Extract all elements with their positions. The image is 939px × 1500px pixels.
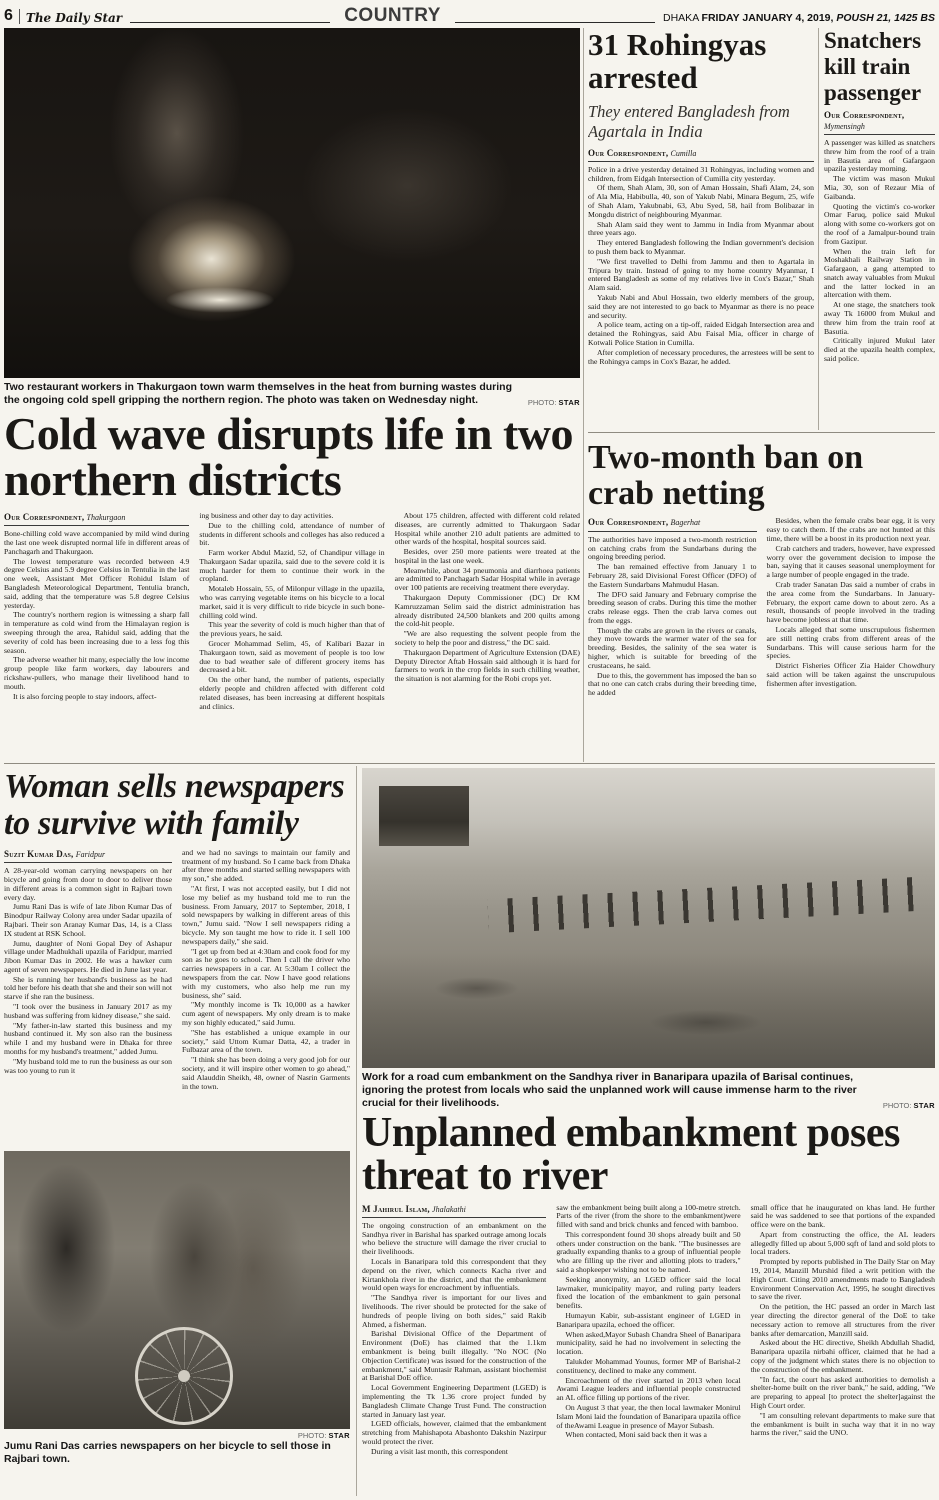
photo-credit-label: PHOTO:: [527, 398, 557, 407]
crab-headline: Two-month ban on crab netting: [588, 440, 864, 512]
paragraph: When asked,Mayor Subash Chandra Sheel of Banaripara municipality, said he had no involvement in selecting the location.: [556, 1329, 741, 1357]
paragraph: Bone-chilling cold wave accompanied by mild wind during the last one week disrupted normal life in different areas of Panchagarh and Thakurgaon.: [4, 529, 190, 556]
paragraph: About 175 children, affected with different cold related diseases, are currently admitted to Thakurgaon Sadar Hospital while another 210 adult patients are admitted to other wards of the hospital, hospital sources said.: [394, 511, 580, 547]
paragraph: On the other hand, the number of patients, especially elderly people and children affected with different cold related diseases, has been increasing at different hospitals and clinics.: [199, 675, 385, 711]
byline-correspondent: Suzit Kumar Das,: [4, 848, 74, 859]
paragraph: At one stage, the snatchers took away Tk 16000 from Mukul and threw him from the train roof at Basutia.: [824, 300, 935, 336]
paragraph: "We are also requesting the solvent people from the society to help the poor and distress," the DC said.: [394, 629, 580, 648]
article-column: [182, 849, 350, 1147]
byline-correspondent: Our Correspondent,: [588, 147, 669, 158]
cold-wave-byline: [4, 512, 189, 526]
byline-location: Bagerhat: [670, 518, 701, 528]
paragraph: A passenger was killed as snatchers threw him from the roof of a train in Basutia area of Gafargaon upazila yesterday morning.: [824, 137, 935, 174]
masthead-rule-right: [455, 22, 655, 23]
paragraph: "We first travelled to Delhi from Jammu and then to Agartala in Tripura by train. Instead of going to my home country Myanmar, I entered Bangladesh as some of my relatives live in Cox's Bazar," Shah Alam said.: [588, 256, 814, 293]
rohingya-byline: [588, 148, 814, 162]
paragraph: "She has established a unique example in our society," said Uttom Kumar Datta, 42, a trader in Fulbazar area of the town.: [182, 1027, 350, 1055]
rohingya-headline: 31 Rohingyas arrested: [588, 28, 767, 96]
photo-credit: [4, 1431, 350, 1440]
paragraph: Besides, over 250 more patients were treated at the hospital in the last one week.: [394, 547, 580, 565]
paragraph: Humayun Kabir, sub-assistant engineer of LGED in Banaripara upazila, echoed the officer.: [556, 1311, 741, 1329]
embankment-caption-row: [362, 1071, 935, 1110]
paragraph: Police in a drive yesterday detained 31 Rohingyas, including women and children, from Eidgah Intersection of Cumilla city yesterday.: [588, 164, 814, 183]
vertical-rule: [818, 28, 819, 430]
snatchers-headline: Snatchers kill train passenger: [824, 28, 922, 105]
brand-logo: The Daily Star: [25, 11, 123, 25]
bicycle-wheel-hub: [178, 1370, 190, 1382]
cold-wave-caption: Two restaurant workers in Thakurgaon town warm themselves in the heat from burning wastes during the ongoing cold spell gripping the northern region. The photo was taken on Wednesday night.: [4, 381, 512, 406]
paragraph: and we had no savings to maintain our family and treatment of my husband. So I came back from Dhaka after three months and started selling newspapers with my son," she added.: [182, 848, 350, 884]
article-rohingya: [588, 28, 814, 428]
photo-credit: [883, 1101, 935, 1110]
paragraph: "My father-in-law started this business and my husband continued it. My son also ran the business while I and my husband were in Dhaka for three months for my husband's treatment," added Jumu.: [4, 1020, 172, 1057]
paragraph: A police team, acting on a tip-off, raided Eidgah Intersection area and detained the Rohingyas, said Abu Faisal Mia, officer in charge of Kotwali Police Station in Cumilla.: [588, 320, 814, 348]
dateline-bangla: POUSH 21, 1425 BS: [836, 12, 936, 24]
snatchers-byline: [824, 110, 935, 135]
paragraph: Meanwhile, about 34 pneumonia and diarrhoea patients are admitted to Panchagarh Sadar Hospital while in average over 100 patients are receiving treatment there everyday.: [394, 565, 580, 593]
crab-body: [588, 517, 935, 759]
photo-credit-label: PHOTO:: [297, 1430, 327, 1440]
paragraph: Jumu, daughter of Noni Gopal Dey of Ashapur village under Madhukhali upazila of Faridpur, married Jibon Kumar Das in 2002. He was a hawker cum agent of seven newspapers. He died in June last year.: [4, 938, 172, 974]
embankment-photo: [362, 768, 935, 1068]
paragraph: When contacted, Moni said back then it was a: [565, 1430, 707, 1440]
paragraph: District Fisheries Officer Zia Haider Chowdhury said action will be taken against the unscrupulous fishermen after investigation.: [766, 661, 935, 688]
paragraph: Though the crabs are grown in the rivers or canals, they move towards the warmer water of the sea for breeding. Besides, the salinity of the sea water is higher, which is suitable for breeding of the crustaceans, he said.: [588, 625, 757, 670]
paragraph: The adverse weather hit many, especially the low income group people like farm workers, day labourers and rickshaw-pullers, who manage their livelihood hand to mouth.: [4, 655, 190, 691]
embankment-caption: Work for a road cum embankment on the Sandhya river in Banaripara upazila of Barisal continues, ignoring the protest from locals who said the unplanned work will cause immense harm to the river crucial for their livelihoods.: [362, 1071, 857, 1109]
snatchers-body: [824, 139, 935, 364]
paragraph: On August 3 that year, the then local lawmaker Monirul Islam Moni laid the foundation of Banaripara upazila office of theAwami League in presence of Mayor Subash.: [556, 1403, 741, 1430]
photo-hut: [379, 786, 469, 846]
embankment-body: [362, 1204, 935, 1497]
paragraph: Besides, when the female crabs bear egg, it is very easy to catch them. If the crabs are not hunted at this time, there will be a boost in its production next year.: [766, 517, 935, 543]
paragraph: It is also forcing people to stay indoors, affect-: [13, 691, 157, 701]
paragraph: Crab trader Sanatan Das said a number of crabs in the area come from the Sundarbans. In January-February, the export came down to about zero. As a result, thousands of people involved in the trading have become jobless at that time.: [766, 579, 935, 625]
paragraph: The ongoing construction of an embankment on the Sandhya river in Barishal has sparked outrage among locals who believe the structure will damage the river crucial to their livelihoods.: [362, 1220, 547, 1257]
paragraph: ing business and other day to day activities.: [199, 511, 334, 520]
paragraph: "In fact, the court has asked authorities to demolish a shelter-home built on the river bank," he said, adding, "We are preparing to appeal [to protect the shelter]against the High Court order.: [750, 1374, 935, 1411]
photo-riverbank: [362, 954, 935, 1068]
article-snatchers: [824, 28, 935, 428]
masthead-left: [4, 8, 122, 26]
byline-correspondent: Our Correspondent,: [588, 517, 669, 528]
article-column: [767, 517, 936, 759]
paragraph: "The Sandhya river is important for our lives and livelihoods. The river should be protected for the sake of hundreds of people living on both sides," said Rakib Ahmed, a fisherman.: [362, 1293, 547, 1329]
article-column: [751, 1204, 935, 1497]
paragraph: Farm worker Abdul Mazid, 52, of Chandipur village in Thakurgaon Sadar upazila, said due to the severe cold it is much harder for them to continue their work in the cropland.: [199, 548, 385, 584]
photo-credit-label: PHOTO:: [882, 1101, 912, 1110]
vertical-rule: [356, 766, 357, 1496]
cold-wave-photo: [4, 28, 580, 378]
paragraph: Locals alleged that some unscrupulous fishermen are still netting crabs from different areas of the Sundarbans. This will cause serious harm for the species.: [766, 624, 935, 661]
column-text: [4, 867, 172, 1075]
photo-credit-value: STAR: [558, 398, 580, 407]
paragraph: "I am consulting relevant departments to make sure that the embankment is built in sucha way that it in no way harms the river," said the UNO.: [750, 1410, 935, 1438]
byline-correspondent: Our Correspondent,: [4, 511, 85, 522]
byline-correspondent: M Jahirul Islam,: [362, 1203, 430, 1214]
cold-wave-headline: Cold wave disrupts life in two northern districts: [4, 408, 573, 506]
paragraph: small office that he inaugurated on khas land. He further said he was saddened to see that portions of the expanded office were on the bank.: [750, 1203, 935, 1230]
paragraph: "At first, I was not accepted easily, but I did not lose my belief as my husband told me to run the business. From January, 2017 to September, 2018, I sold newspapers by walking in different areas of this town," Jumu said. "Now I sell newspapers riding a bicycle. My son taught me how to ride it. I sell 100 newspapers daily," she said.: [182, 883, 350, 946]
article-crab: [588, 440, 935, 790]
paragraph: Asked about the HC directive, Sheikh Abdullah Shadid, Banaripara upazila nirbahi officer, claimed that he had a copy of the judgment which states there is no objection to the construction of the embankment.: [750, 1338, 935, 1374]
paragraph: Critically injured Mukul later died at the upazila health complex, said police.: [824, 336, 935, 364]
paragraph: Talukder Mohammad Younus, former MP of Barishal-2 constituency, declined to make any comment.: [556, 1357, 741, 1375]
paragraph: "My monthly income is Tk 10,000 as a hawker cum agent of newspapers. My only dream is to make my son highly educated," said Jumu.: [182, 1000, 350, 1027]
paragraph: "I took over the business in January 2017 as my husband was suffering from kidney disease," she said.: [4, 1002, 172, 1020]
article-newspaper-woman: [4, 768, 350, 1496]
paragraph: Of them, Shah Alam, 30, son of Aman Hossain, Shafi Alam, 24, son of Ala Mia, Habibulla, 40, son of Yakub Nabi, Minara Begum, 25, wife of Shah Alam, Yakubnabi, 63, Abu Syed, 58, hail from Bolibazar in Mongdu district of neighbouring Myanmar.: [588, 183, 814, 219]
crab-byline: [588, 517, 757, 531]
masthead: [4, 0, 935, 26]
vertical-rule: [583, 28, 584, 762]
article-embankment: [362, 768, 935, 1496]
newspaper-woman-photo: [4, 1151, 350, 1429]
article-column: [4, 849, 172, 1147]
embankment-byline: [362, 1204, 546, 1218]
divider-rule: [4, 763, 935, 764]
photo-credit: [528, 398, 580, 407]
page-number: 6: [4, 7, 13, 24]
paragraph: Shah Alam said they went to Jammu in India from Myanmar about three years ago.: [588, 219, 814, 238]
paragraph: The ban remained effective from January 1 to February 28, said Divisional Forest Officer (DFO) of the Eastern Sundarbans Mahmudul Hasan.: [588, 562, 757, 589]
column-text: [4, 530, 189, 701]
dateline-city: DHAKA: [663, 12, 699, 24]
dateline-date: FRIDAY JANUARY 4, 2019,: [701, 12, 834, 24]
photo-credit-value: STAR: [328, 1430, 350, 1440]
masthead-divider: [19, 9, 20, 24]
paragraph: The DFO said January and February comprise the breeding season of crabs. During this time the mother crabs release eggs. Then the crab larva comes out from the eggs.: [588, 589, 757, 625]
paragraph: LGED officials, however, claimed that the embankment stretching from Mahishapota Abashonto Dakshin Nazirpur would protect the river.: [362, 1419, 547, 1446]
paragraph: Quoting the victim's co-worker Omar Faruq, police said Mukul along with some co-workers got on the roof of a Jamalpur-bound train from Gazipur.: [824, 201, 935, 246]
paragraph: A 28-year-old woman carrying newspapers on her bicycle and going from door to door to deliver those in different areas is a common sight in Rajbari town every day.: [4, 866, 172, 902]
paragraph: They entered Bangladesh following the Indian government's decision to push them back to Myanmar.: [588, 238, 814, 257]
article-column: [588, 517, 757, 759]
paragraph: Barishal Divisional Office of the Department of Environment (DoE) has claimed that the 1.1km embankment is being built illegally. "No NOC (No Objection Certificate) was issued for the construction of the embankment," said Muntasir Rahman, assistant biochemist at Barishal DoE office.: [362, 1329, 547, 1383]
paragraph: Locals in Banaripara told this correspondent that they depend on the river, which connects Kacha river and Kirtankhola river in the district, and that the embankment would open ways for encroachment by influentials.: [362, 1257, 547, 1293]
paragraph: During a visit last month, this correspondent: [371, 1446, 508, 1456]
paragraph: This correspondent found 30 shops already built and 50 others under construction on the bank. "The businesses are gradually expanding thanks to a group of influential people who are filling up the river and allotting plots to traders," said a shopkeeper wishing not to be named.: [556, 1229, 741, 1275]
cold-wave-body: [4, 512, 580, 760]
section-title: COUNTRY: [344, 5, 441, 26]
divider-rule: [588, 432, 935, 433]
paragraph: Due to the chilling cold, attendance of number of students in different schools and colleges has also reduced a bit.: [199, 520, 385, 548]
article-cold-wave: [4, 28, 580, 760]
dateline: [663, 12, 935, 26]
paragraph: Local Government Engineering Department (LGED) is implementing the Tk 1.36 crore project funded by Bangladesh Climate Change Trust Fund. The construction started in January last year.: [362, 1383, 547, 1419]
byline-location: Cumilla: [670, 148, 697, 158]
paragraph: After completion of necessary procedures, the arrestees will be sent to the Rohingya camps in Cox's Bazar, he added.: [588, 347, 814, 366]
article-column: [395, 512, 580, 760]
paragraph: This year the severity of cold is much higher than that of the previous years, he said.: [199, 620, 385, 639]
byline-location: Faridpur: [75, 849, 106, 859]
article-column: [4, 512, 189, 760]
headline-line1: Unplanned embankment poses: [362, 1110, 900, 1156]
paragraph: When the train left for Moshakhali Railway Station in Gafargaon, a gang attempted to snatch away valuables from Mukul and the latter locked in an altercation with them.: [824, 246, 935, 300]
paragraph: Apart from constructing the office, the AL leaders allegedly filled up about 5,000 sqft of land and sold plots to local traders.: [750, 1229, 935, 1257]
photo-credit-value: STAR: [913, 1101, 935, 1110]
paragraph: On the petition, the HC passed an order in March last year directing the director general of the DoE to take necessary action to remove all structures from the river banks after demarcation, Manzill said.: [750, 1302, 935, 1338]
rohingya-body: [588, 166, 814, 367]
cold-wave-caption-row: [4, 381, 580, 407]
photo-posts: [487, 877, 924, 934]
paragraph: Encroachment of the river started in 2013 when local Awami League leaders and influential people constructed an AL office filling up portions of the river.: [556, 1375, 741, 1403]
paragraph: Grocer Mohammad Selim, 45, of Kalibari Bazar in Thakurgaon town, said as movement of people is too low due to bad weather sale of different grocery items has decreased a bit.: [199, 639, 385, 675]
paragraph: Thakurgaon Deputy Commissioner (DC) Dr KM Kamruzzaman Selim said the district administration has already distributed 24,500 blankets and 200 quilts among the cold-hit people.: [394, 593, 580, 629]
paragraph: saw the embankment being built along a 100-metre stretch. Parts of the river (from the shore to the embankment)were filled with sand and brick chunks and fenced with bamboo.: [556, 1203, 741, 1230]
rohingya-subhead: They entered Bangladesh from Agartala in India: [588, 101, 790, 141]
paragraph: The authorities have imposed a two-month restriction on catching crabs from the Sundarbans during the ongoing breeding period.: [588, 534, 757, 562]
paragraph: Thakurgaon Department of Agriculture Extension (DAE) Deputy Director Aftab Hossain said although it is hard for farmers to work in the crop fields in such chilling weather, the situation is not alarming for the Robi crops yet.: [394, 647, 580, 684]
column-text: [588, 536, 757, 698]
woman-body: [4, 849, 350, 1147]
headline-line2: threat to river: [362, 1153, 608, 1200]
fire-glow: [165, 287, 275, 313]
paragraph: "My husband told me to run the business as our son was too young to run it: [4, 1056, 173, 1075]
paragraph: "I think she has been doing a very good job for our society, and it will inspire other women to go ahead," said Alauddin Sheikh, 48, owner of Nasrin Garments in the town.: [182, 1055, 350, 1091]
paragraph: Motaleb Hossain, 55, of Milonpur village in the upazila, who was carrying vegetable items on his bicycle to a local market, said it is very difficult to ride bicycle in such bone-chilling cold wind.: [199, 584, 385, 620]
article-column: [199, 512, 384, 760]
byline-location: Thakurgaon: [86, 512, 126, 522]
column-text: [362, 1222, 546, 1457]
masthead-rule-left: [130, 22, 330, 23]
paragraph: Yakub Nabi and Abul Hossain, two elderly members of the group, said they are not interested to go back to Myanmar as there is no peace and security.: [588, 293, 814, 320]
paragraph: She is running her husband's business as he had told her before his death that she and their son will not starve if she ran the business.: [4, 974, 172, 1002]
paragraph: Due to this, the government has imposed the ban so that no one can catch crabs during their breeding time, he added: [588, 670, 757, 698]
article-column: [556, 1204, 740, 1497]
paragraph: Seeking anonymity, an LGED officer said the local lawmaker, municipality mayor, and ruling party leaders fixed the location of the embankment to gain personal benefits.: [556, 1274, 741, 1311]
paragraph: The country's northern region is witnessing a sharp fall in temperature as cold wind from the Himalayan region is sweeping through the area, Rahidul said, adding that the severity of cold has been increasing due to a less fog this season.: [4, 610, 190, 655]
byline-location: Mymensingh: [824, 121, 865, 131]
embankment-headline: [362, 1112, 935, 1199]
paragraph: Crab catchers and traders, however, have expressed worry over the government decision to impose the ban, saying that it causes seasonal unemployment for a large number of people engaged in the trade.: [766, 543, 935, 580]
woman-headline: Woman sells newspapers to survive with family: [4, 768, 345, 843]
article-column: [362, 1204, 546, 1497]
paragraph: The victim was mason Mukul Mia, 30, son of Rezaur Mia of Gaibanda.: [824, 174, 935, 201]
paragraph: "I get up from bed at 4:30am and cook food for my son as he goes to school. Then I call the driver who carries newspapers in a car. At 5:30am I collect the newspapers from the car. Now I have good relations with my customers, who also help me run my business, she" said.: [182, 946, 350, 1000]
byline-location: Jhalakathi: [432, 1204, 466, 1214]
woman-byline: [4, 849, 172, 863]
byline-correspondent: Our Correspondent,: [824, 110, 905, 121]
paragraph: Prompted by reports published in The Daily Star on May 19, 2014, Manzill Murshid filed a writ petition with the High Court. Citing 2010 amendments made to Bangladesh Environment Conservation Act, 1995, he sought directives to save the river.: [750, 1257, 935, 1302]
woman-photo-caption: Jumu Rani Das carries newspapers on her bicycle to sell those in Rajbari town.: [4, 1439, 331, 1465]
paragraph: The lowest temperature was recorded between 4.9 degree Celsius and 5.9 degree Celsius in Tentulia in the last one week, Assistant Met Officer Rohidul Islam of Bangladesh Meteorological Department, Tentulia branch, said, adding that the temperature was 5.8 degree Celsius yesterday.: [4, 556, 190, 610]
paragraph: Jumu Rani Das is wife of late Jibon Kumar Das of Binodpur Railway Colony area under Sadar upazila of Rajbari. Their son Aranay Kumar Das, 14, is a Class IX student at RSK School.: [4, 902, 172, 938]
bicycle-wheel: [135, 1327, 233, 1425]
